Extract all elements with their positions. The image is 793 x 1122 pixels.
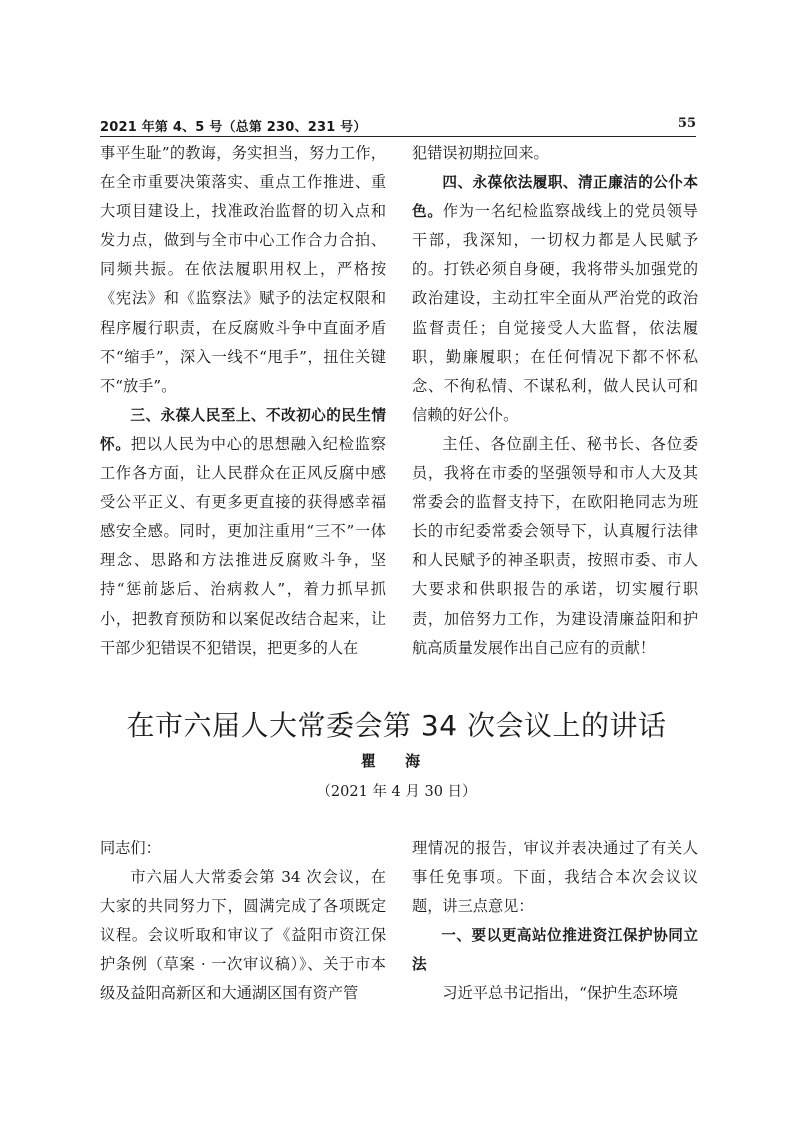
top-right-column xyxy=(412,139,698,663)
section-heading: 一、要以更高站位推进资江保护协同立法 xyxy=(412,927,698,974)
bottom-right-column xyxy=(412,834,698,1009)
article-title: 在市六届人大常委会第 34 次会议上的讲话 xyxy=(126,709,667,742)
paragraph: 主任、各位副主任、秘书长、各位委员，我将在市委的坚强领导和市人大及其常委会的监督支持下，在欧阳艳同志为班长的市纪委常委会领导下，认真履行法律和人民赋予的神圣职责，按照市委、市人大要求和供职报告的承诺，切实履行职责，加倍努力工作，为建设清廉益阳和护航高质量发展作出自己应有的贡献！ xyxy=(412,434,698,657)
paragraph-body: 把以人民为中心的思想融入纪检监察工作各方面，让人民群众在正风反腐中感受公平正义、有更多更直接的获得感幸福感安全感。同时，更加注重用“三不”一体理念、思路和方法推进反腐败斗争，坚持“惩前毖后、治病救人”，着力抓早抓小，把教育预防和以案促改结合起来，让干部少犯错误不犯错误，把更多的人在 xyxy=(100,434,386,657)
page-number: 55 xyxy=(677,116,696,131)
paragraph xyxy=(100,401,386,663)
bottom-left-column xyxy=(100,834,386,1009)
paragraph: 事平生耻”的教诲，务实担当，努力工作，在全市重要决策落实、重点工作推进、重大项目建设上，找准政治监督的切入点和发力点，做到与全市中心工作合力合拍、同频共振。在依法履职用权上，严格按《宪法》和《监察法》赋予的法定权限和程序履行职责，在反腐败斗争中直面矛盾不“缩手”，深入一线不“甩手”，扭住关键不“放手”。 xyxy=(100,144,386,395)
salutation: 同志们： xyxy=(100,839,161,857)
section-heading: 三、永葆人民至上、不改初心的民生情怀。 xyxy=(100,406,386,453)
top-left-column xyxy=(100,139,386,663)
paragraph: 理情况的报告，审议并表决通过了有关人事任免事项。下面，我结合本次会议议题，讲三点意见： xyxy=(412,839,698,916)
header-rule xyxy=(100,136,696,137)
paragraph-body: 作为一名纪检监察战线上的党员领导干部，我深知，一切权力都是人民赋予的。打铁必须自身硬，我将带头加强党的政治建设，主动扛牢全面从严治党的政治监督责任；自觉接受人大监督，依法履职，勤廉履职；在任何情况下都不怀私念、不徇私情、不谋私利，做人民认可和信赖的好公仆。 xyxy=(412,202,698,424)
section-heading: 四、永葆依法履职、清正廉洁的公仆本色。 xyxy=(412,174,698,221)
paragraph: 犯错误初期拉回来。 xyxy=(412,144,549,162)
running-header xyxy=(100,116,696,134)
article-date: （2021 年 4 月 30 日） xyxy=(316,784,477,800)
paragraph xyxy=(412,168,698,430)
paragraph: 习近平总书记指出，“保护生态环境 xyxy=(442,984,678,1003)
issue-label: 2021 年第 4、5 号（总第 230、231 号） xyxy=(100,120,367,135)
paragraph: 市六届人大常委会第 34 次会议，在大家的共同努力下，圆满完成了各项既定议程。会议听取和审议了《益阳市资江保护条例（草案 · 一次审议稿）》、关于市本级及益阳高新区和大通湖区国有资产管 xyxy=(100,868,386,1003)
article-author: 瞿 海 xyxy=(360,752,433,770)
